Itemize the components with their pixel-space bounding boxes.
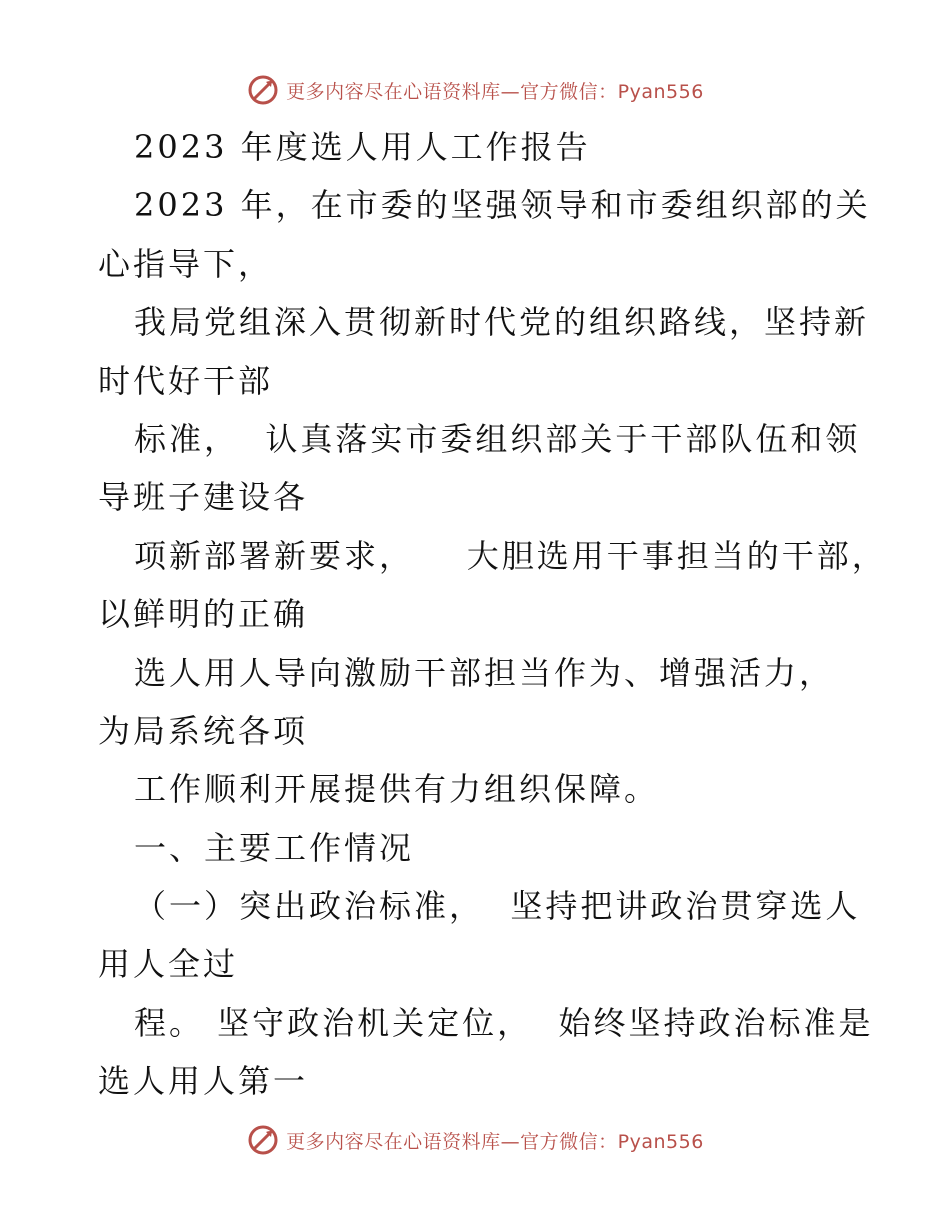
text-line: 用人全过: [98, 945, 239, 984]
banner-text: 更多内容尽在心语资料库—官方微信：Pyan556: [286, 1130, 704, 1153]
footer-banner: [0, 1120, 950, 1160]
header-banner: [0, 70, 950, 110]
text-line: 程。 坚守政治机关定位， 始终坚持政治标准是: [134, 1003, 874, 1042]
text-line: 为局系统各项: [98, 711, 309, 750]
text-line: 时代好干部: [98, 361, 274, 400]
quill-seal-icon: [246, 73, 280, 107]
text-line: 以鲜明的正确: [98, 595, 309, 634]
text-line: 一、主要工作情况: [134, 828, 415, 867]
text-line: 心指导下，: [98, 244, 274, 283]
text-line: （一）突出政治标准， 坚持把讲政治贯穿选人: [134, 887, 861, 926]
text-line: 标准， 认真落实市委组织部关于干部队伍和领: [134, 419, 861, 458]
text-line: 2023 年度选人用人工作报告: [134, 128, 591, 166]
quill-seal-icon: [246, 1123, 280, 1157]
text-line: 2023 年，在市委的坚强领导和市委组织部的关: [134, 186, 871, 225]
text-line: 项新部署新要求， 大胆选用干事担当的干部，: [134, 536, 887, 575]
text-line: 导班子建设各: [98, 478, 309, 517]
text-line: 选人用人第一: [98, 1062, 309, 1101]
document-body: [98, 118, 887, 1111]
text-line: 选人用人导向激励干部担当作为、增强活力，: [134, 653, 835, 692]
text-line: 工作顺利开展提供有力组织保障。: [134, 770, 660, 809]
text-line: 我局党组深入贯彻新时代党的组织路线，坚持新: [134, 303, 870, 342]
banner-text: 更多内容尽在心语资料库—官方微信：Pyan556: [286, 80, 704, 103]
